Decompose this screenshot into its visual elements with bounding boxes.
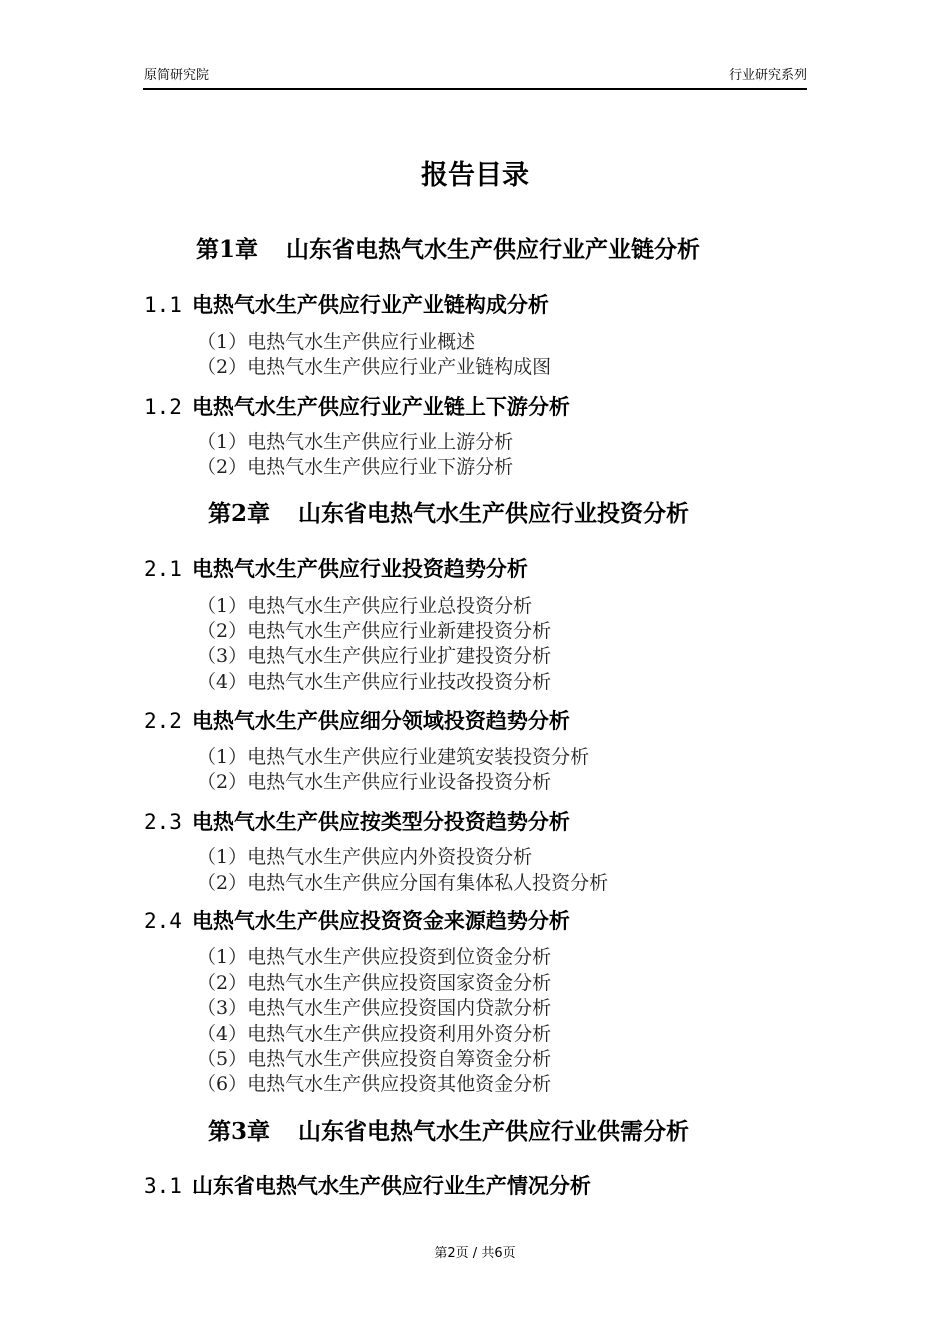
section-title: 电热气水生产供应行业产业链构成分析: [191, 292, 549, 317]
section-heading[interactable]: [144, 808, 570, 836]
chapter-heading[interactable]: [208, 499, 689, 529]
toc-item[interactable]: （1）电热气水生产供应行业上游分析: [197, 431, 514, 453]
section-number: 3.1: [144, 1174, 182, 1198]
toc-item[interactable]: （1）电热气水生产供应内外资投资分析: [197, 846, 533, 868]
chapter-heading[interactable]: [208, 1117, 689, 1147]
chapter-number: 第3章: [208, 1118, 271, 1145]
header-series-name: 行业研究系列: [728, 68, 807, 83]
toc-item[interactable]: （2）电热气水生产供应行业产业链构成图: [197, 356, 552, 378]
toc-item[interactable]: （3）电热气水生产供应行业扩建投资分析: [197, 645, 552, 667]
toc-item[interactable]: （1）电热气水生产供应行业概述: [197, 331, 476, 353]
toc-item[interactable]: （2）电热气水生产供应分国有集体私人投资分析: [197, 872, 609, 894]
page-header: [143, 66, 807, 90]
section-number: 1.1: [144, 293, 182, 317]
toc-item[interactable]: （2）电热气水生产供应行业设备投资分析: [197, 771, 552, 793]
section-number: 1.2: [144, 395, 182, 419]
chapter-number: 第1章: [196, 236, 259, 263]
chapter-number: 第2章: [208, 500, 271, 527]
toc-item[interactable]: （4）电热气水生产供应行业技改投资分析: [197, 671, 552, 693]
toc-item[interactable]: （2）电热气水生产供应投资国家资金分析: [197, 972, 552, 994]
section-title: 电热气水生产供应细分领域投资趋势分析: [191, 708, 570, 733]
section-heading[interactable]: [144, 1172, 591, 1200]
toc-item[interactable]: （5）电热气水生产供应投资自筹资金分析: [197, 1048, 552, 1070]
section-heading[interactable]: [144, 707, 570, 735]
toc-item[interactable]: （1）电热气水生产供应投资到位资金分析: [197, 946, 552, 968]
chapter-heading[interactable]: [196, 235, 700, 265]
toc-item[interactable]: （1）电热气水生产供应行业建筑安装投资分析: [197, 746, 590, 768]
section-title: 电热气水生产供应按类型分投资趋势分析: [191, 809, 570, 834]
section-heading[interactable]: [144, 555, 528, 583]
toc-item[interactable]: （4）电热气水生产供应投资利用外资分析: [197, 1023, 552, 1045]
header-org-name: 原简研究院: [144, 68, 210, 83]
toc-title: 报告目录: [421, 160, 529, 191]
toc-item[interactable]: （1）电热气水生产供应行业总投资分析: [197, 595, 533, 617]
section-title: 山东省电热气水生产供应行业生产情况分析: [191, 1173, 591, 1198]
section-title: 电热气水生产供应行业投资趋势分析: [191, 556, 528, 581]
section-title: 电热气水生产供应行业产业链上下游分析: [191, 394, 570, 419]
section-title: 电热气水生产供应投资资金来源趋势分析: [191, 908, 570, 933]
toc-item[interactable]: （2）电热气水生产供应行业新建投资分析: [197, 620, 552, 642]
toc-item[interactable]: （2）电热气水生产供应行业下游分析: [197, 456, 514, 478]
section-number: 2.4: [144, 909, 182, 933]
section-heading[interactable]: [144, 393, 570, 421]
chapter-title: 山东省电热气水生产供应行业供需分析: [298, 1118, 690, 1145]
chapter-title: 山东省电热气水生产供应行业产业链分析: [286, 236, 701, 263]
section-number: 2.2: [144, 709, 182, 733]
toc-item[interactable]: （6）电热气水生产供应投资其他资金分析: [197, 1073, 552, 1095]
chapter-title: 山东省电热气水生产供应行业投资分析: [298, 500, 690, 527]
section-heading[interactable]: [144, 291, 549, 319]
section-heading[interactable]: [144, 907, 570, 935]
page-number-footer: 第2页 / 共6页: [434, 1246, 516, 1261]
toc-item[interactable]: （3）电热气水生产供应投资国内贷款分析: [197, 997, 552, 1019]
section-number: 2.1: [144, 557, 182, 581]
section-number: 2.3: [144, 810, 182, 834]
